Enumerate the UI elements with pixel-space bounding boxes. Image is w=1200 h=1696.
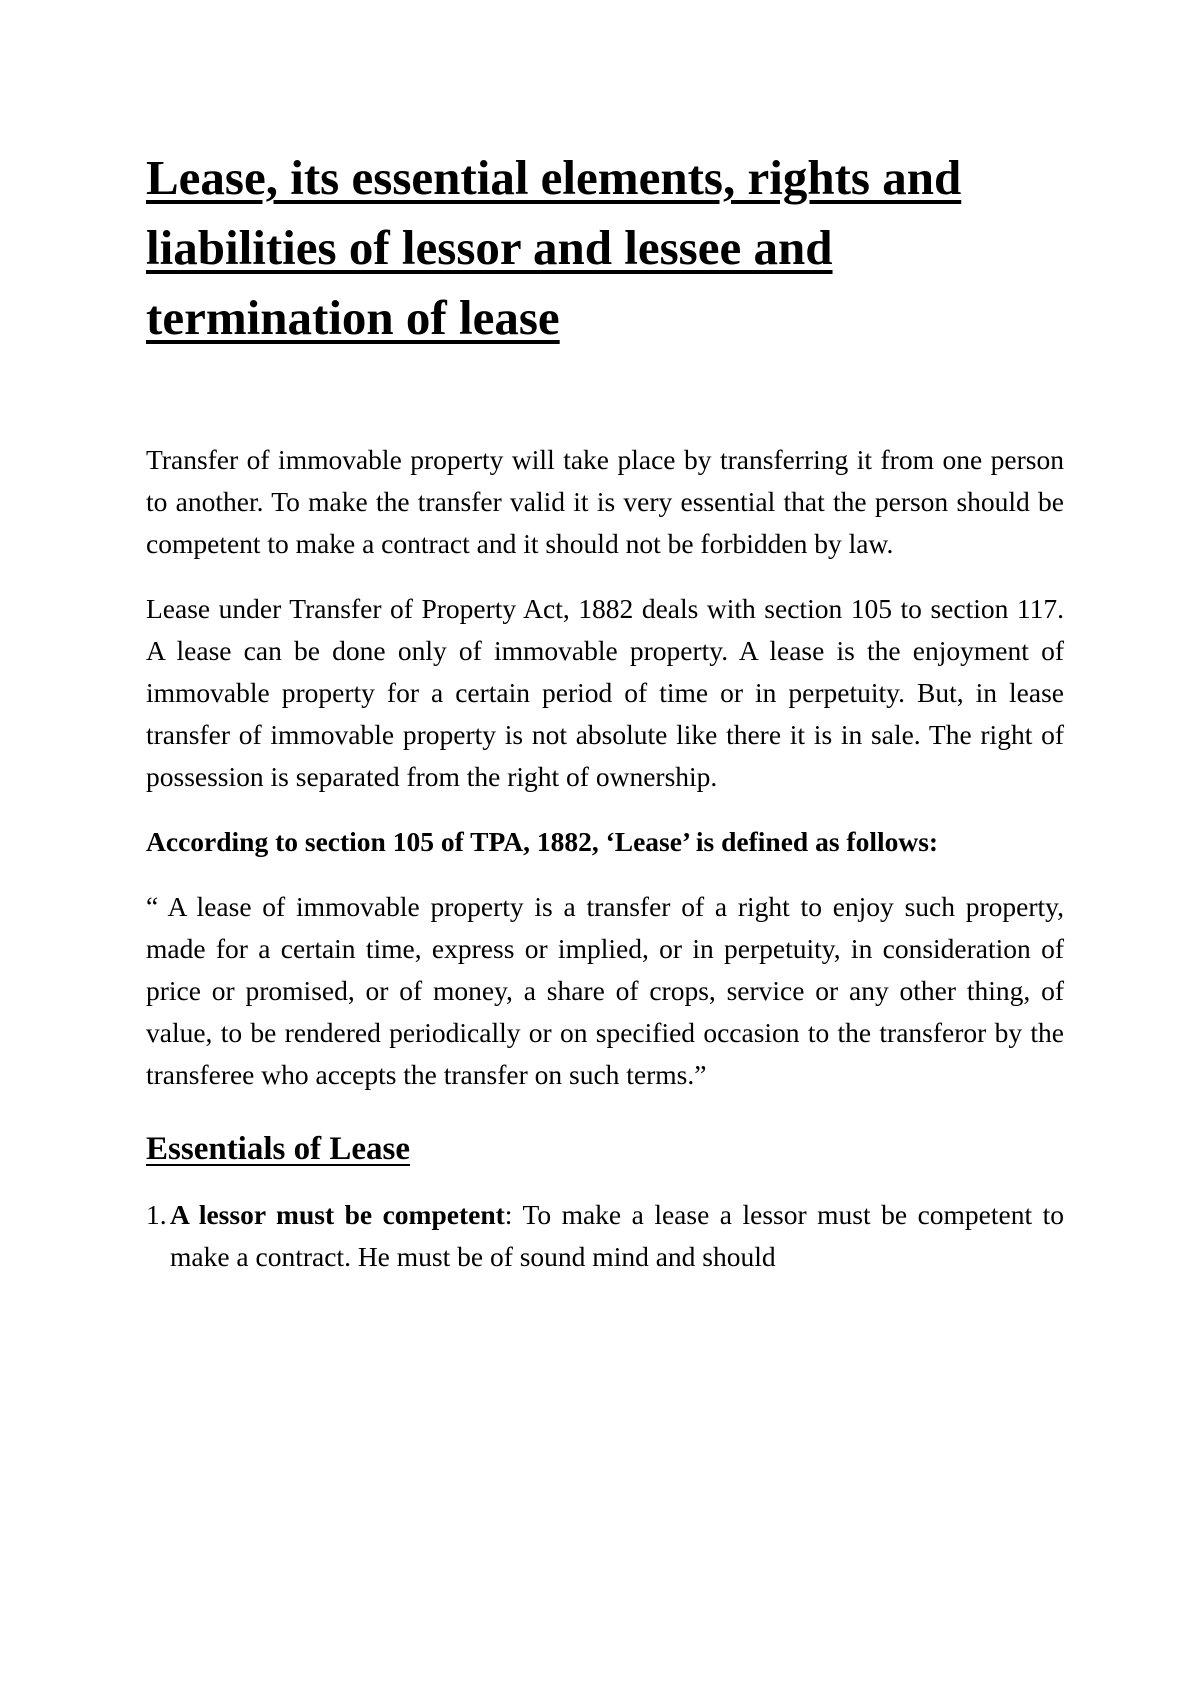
list-item xyxy=(146,1194,1064,1278)
essentials-heading: Essentials of Lease xyxy=(146,1131,410,1167)
essentials-list xyxy=(146,1194,1064,1278)
definition-intro-paragraph: According to section 105 of TPA, 1882, ‘Lease’ is defined as follows: xyxy=(146,826,939,857)
intro-paragraph: Transfer of immovable property will take place by transferring it from one person to another. To make the transfer valid it is very essential that the person should be competent to make a contract and it should not be forbidden by law. xyxy=(146,444,1064,559)
document-page xyxy=(146,143,1064,1278)
definition-quote-paragraph: “ A lease of immovable property is a transfer of a right to enjoy such property, made for a certain time, express or implied, or in perpetuity, in consideration of price or promised, or of money, a share of crops, service or any other thing, of value, to be rendered periodically or on specified occasion to the transferor by the transferee who accepts the transfer on such terms.” xyxy=(146,891,1064,1090)
lease-overview-paragraph: Lease under Transfer of Property Act, 1882 deals with section 105 to section 117. A lease can be done only of immovable property. A lease is the enjoyment of immovable property for a certain period of time or in perpetuity. But, in lease transfer of immovable property is not absolute like there it is in sale. The right of possession is separated from the right of ownership. xyxy=(146,593,1064,792)
list-item-term: A lessor must be competent xyxy=(170,1199,505,1230)
list-item-number: 1. xyxy=(146,1199,167,1230)
document-title: Lease, its essential elements, rights and liabilities of lessor and lessee and termination of lease xyxy=(146,150,962,345)
list-item-text: : To make a lease a lessor must be competent to make a contract. He must be of sound mind and should xyxy=(170,1199,1064,1272)
